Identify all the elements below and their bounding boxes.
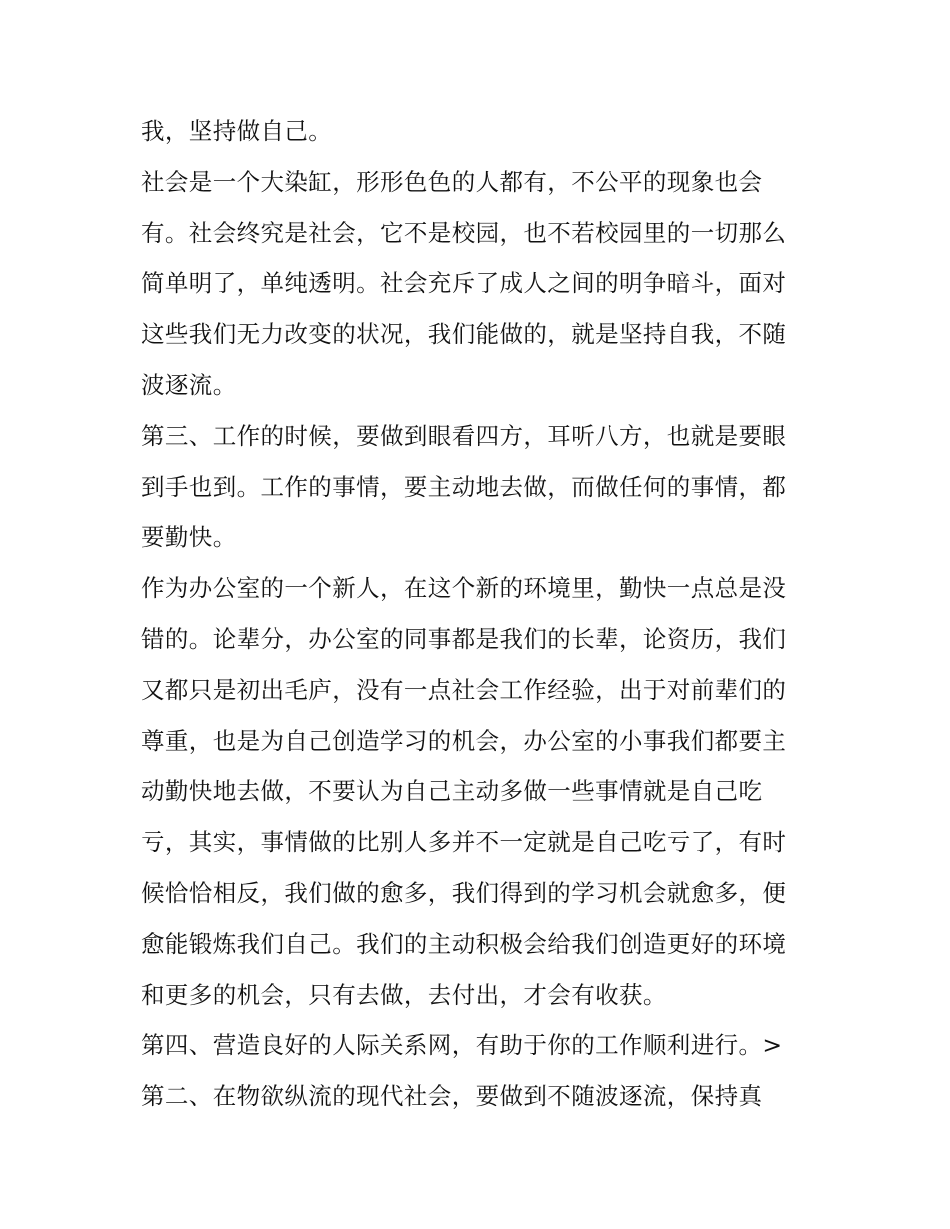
text-line-15: 亏，其实，事情做的比别人多并不一定就是自己吃亏了，有时: [141, 828, 787, 857]
text-line-10: 作为办公室的一个新人，在这个新的环境里，勤快一点总是没: [141, 574, 787, 603]
text-line-19: 第四、营造良好的人际关系网，有助于你的工作顺利进行。>: [141, 1031, 783, 1060]
text-line-3: 有。社会终究是社会，它不是校园，也不若校园里的一切那么: [141, 218, 787, 247]
text-line-2: 社会是一个大染缸，形形色色的人都有，不公平的现象也会: [141, 167, 763, 196]
text-line-8: 到手也到。工作的事情，要主动地去做，而做任何的事情，都: [141, 472, 787, 501]
text-line-17: 愈能锻炼我们自己。我们的主动积极会给我们创造更好的环境: [141, 929, 787, 958]
text-line-14: 动勤快地去做，不要认为自己主动多做一些事情就是自己吃: [141, 777, 763, 806]
text-line-9: 要勤快。: [141, 523, 237, 552]
text-line-7: 第三、工作的时候，要做到眼看四方，耳听八方，也就是要眼: [141, 421, 787, 450]
document-text-body: [141, 106, 813, 1122]
text-line-13: 尊重，也是为自己创造学习的机会，办公室的小事我们都要主: [141, 726, 787, 755]
text-line-4: 简单明了，单纯透明。社会充斥了成人之间的明争暗斗，面对: [141, 269, 787, 298]
text-line-11: 错的。论辈分，办公室的同事都是我们的长辈，论资历，我们: [141, 624, 787, 653]
text-line-18: 和更多的机会，只有去做，去付出，才会有收获。: [141, 980, 667, 1009]
text-line-6: 波逐流。: [141, 370, 237, 399]
text-line-5: 这些我们无力改变的状况，我们能做的，就是坚持自我，不随: [141, 320, 787, 349]
text-line-16: 候恰恰相反，我们做的愈多，我们得到的学习机会就愈多，便: [141, 878, 787, 907]
text-line-1: 我，坚持做自己。: [141, 117, 333, 145]
text-line-12: 又都只是初出毛庐，没有一点社会工作经验，出于对前辈们的: [141, 675, 787, 704]
text-line-20: 第二、在物欲纵流的现代社会，要做到不随波逐流，保持真: [141, 1082, 763, 1111]
